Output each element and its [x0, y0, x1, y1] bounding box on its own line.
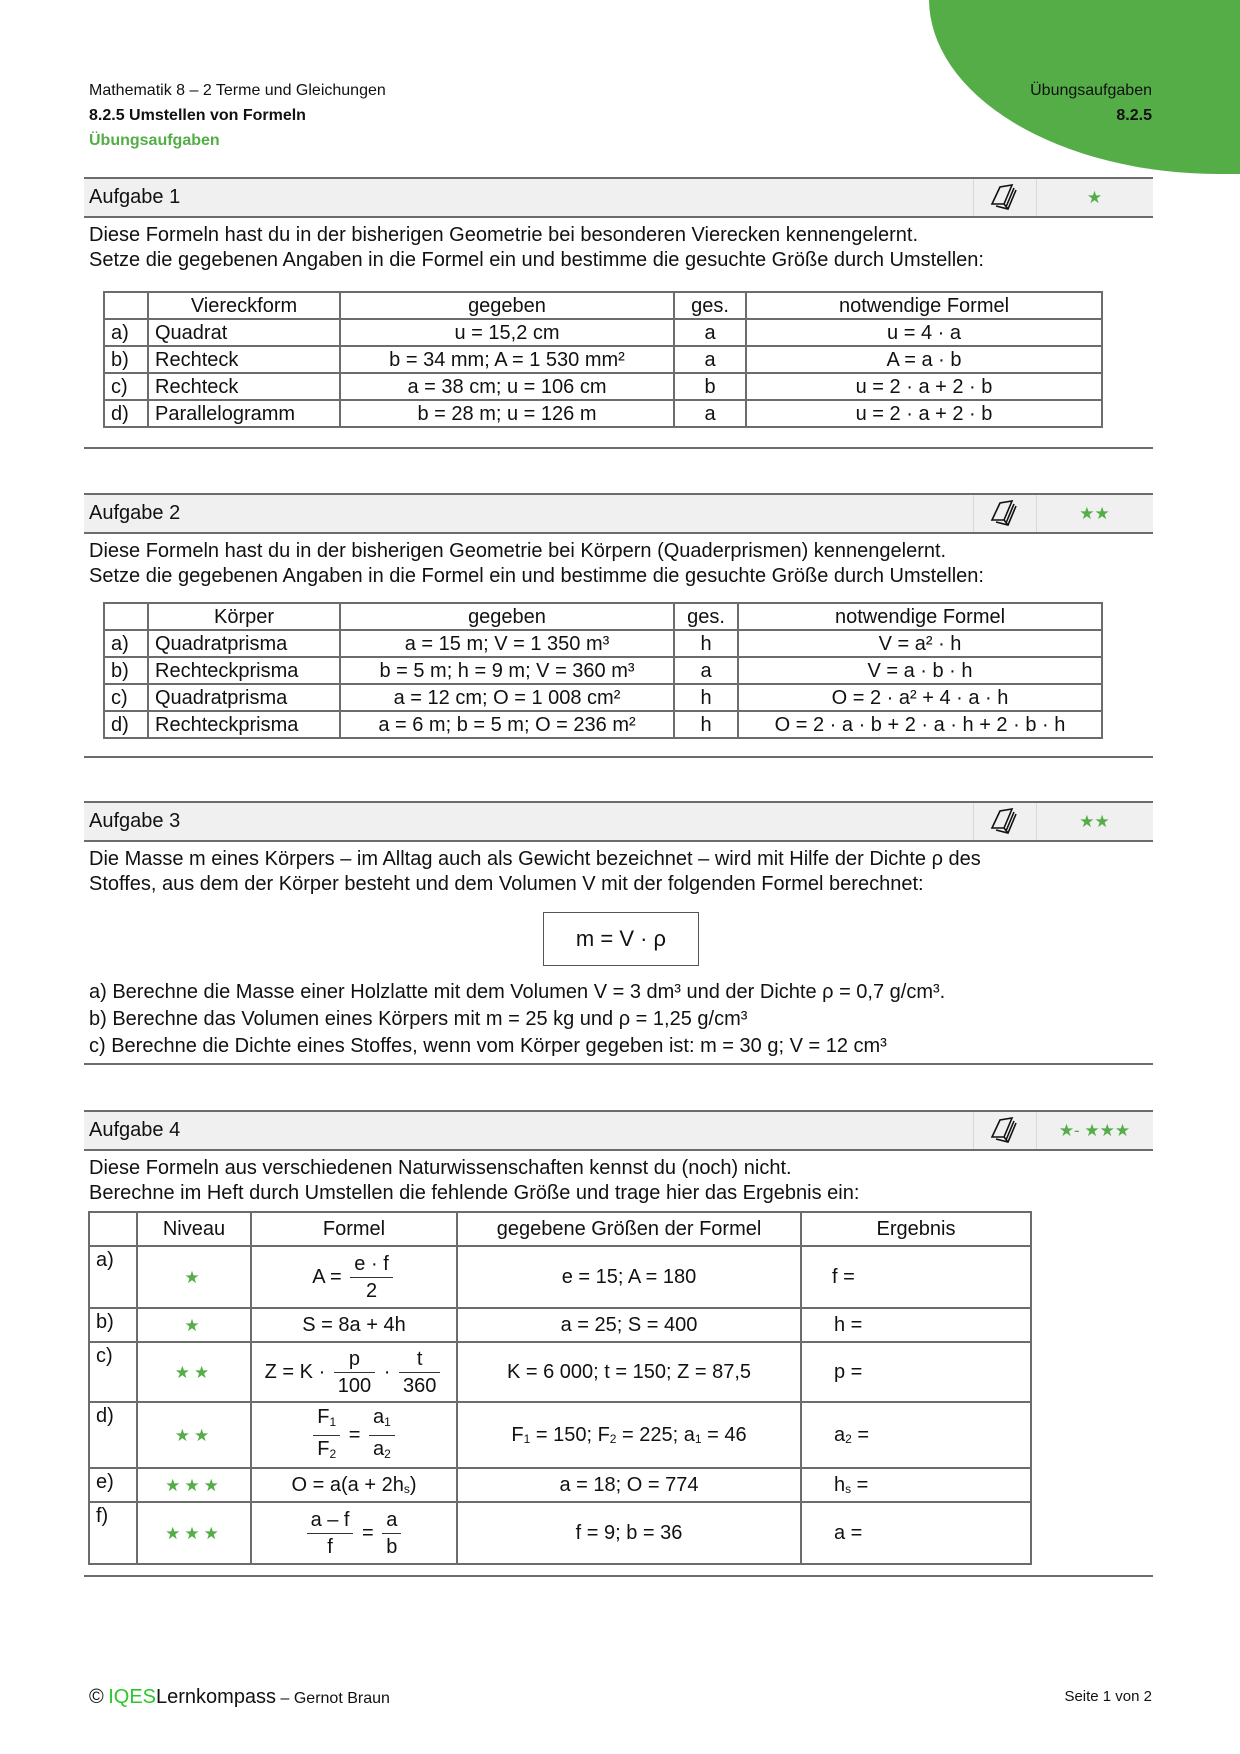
- shape-cell: Parallelogramm: [148, 400, 340, 427]
- footer-brand: [89, 1686, 390, 1709]
- task-2: [84, 493, 1153, 736]
- formula-lhs: A =: [312, 1265, 342, 1288]
- level-stars: ★: [184, 1315, 204, 1335]
- subscript: s: [403, 1481, 410, 1496]
- header-cell: gegebene Größen der Formel: [457, 1212, 801, 1246]
- given-cell: b = 28 m; u = 126 m: [340, 400, 674, 427]
- subject-line: Mathematik 8 – 2 Terme und Gleichungen: [89, 82, 386, 99]
- operator: ·: [383, 1360, 391, 1383]
- row-label: d): [104, 711, 148, 738]
- denominator: 100: [337, 1374, 372, 1397]
- table-row: [104, 319, 1102, 346]
- copyright-icon: ©: [89, 1686, 104, 1708]
- formula-cell: V = a² · h: [738, 630, 1102, 657]
- task-divider: [84, 756, 1153, 758]
- equals: =: [851, 1473, 869, 1496]
- numerator: a – f: [307, 1507, 354, 1534]
- fraction: [350, 1251, 392, 1304]
- task-3: [84, 801, 1153, 1057]
- task-header: [84, 493, 1153, 534]
- task-intro-line: Berechne im Heft durch Umstellen die fehlende Größe und trage hier das Ergebnis ein:: [89, 1182, 860, 1204]
- value: = 46: [701, 1423, 747, 1446]
- numerator: a: [382, 1507, 401, 1534]
- formula-cell: [251, 1342, 457, 1402]
- row-label: c): [89, 1342, 137, 1402]
- difficulty-stars: ★: [1086, 188, 1103, 207]
- var: F: [511, 1423, 524, 1446]
- header-cell: [89, 1212, 137, 1246]
- formula-cell: V = a · b · h: [738, 657, 1102, 684]
- operator: =: [348, 1423, 361, 1446]
- subscript: 1: [329, 1414, 337, 1429]
- subtask-item: a) Berechne die Masse einer Holzlatte mit dem Volumen V = 3 dm³ und der Dichte ρ = 0,7 g/cm³.: [89, 981, 946, 1003]
- row-label: c): [104, 684, 148, 711]
- task-divider: [84, 1063, 1153, 1065]
- brand-lernkompass: Lernkompass: [156, 1686, 277, 1708]
- table-header-row: [89, 1212, 1031, 1246]
- var: a: [834, 1423, 846, 1446]
- numerator: e · f: [350, 1251, 392, 1278]
- header-cell: notwendige Formel: [738, 603, 1102, 630]
- task-1-table: [103, 291, 1103, 428]
- table-row: [89, 1402, 1031, 1468]
- given-cell: a = 18; O = 774: [457, 1468, 801, 1502]
- level-stars: ★★: [174, 1425, 214, 1445]
- task-intro-line: Stoffes, aus dem der Körper besteht und dem Volumen V mit der folgenden Formel berechnet:: [89, 873, 924, 895]
- task-title: Aufgabe 1: [89, 186, 181, 208]
- formula-cell: O = 2 · a · b + 2 · a · h + 2 · b · h: [738, 711, 1102, 738]
- value: = 225;: [616, 1423, 684, 1446]
- given-cell: e = 15; A = 180: [457, 1246, 801, 1308]
- numerator: t: [399, 1346, 440, 1373]
- subscript: 1: [694, 1431, 702, 1446]
- subtask-item: c) Berechne die Dichte eines Stoffes, wenn vom Körper gegeben ist: m = 30 g; V = 12 cm³: [89, 1035, 887, 1057]
- fraction: [369, 1404, 395, 1467]
- numerator: p: [334, 1346, 375, 1373]
- numerator: F: [317, 1405, 330, 1428]
- level-stars: ★★: [174, 1362, 214, 1382]
- right-number: 8.2.5: [1116, 107, 1152, 124]
- level-stars: ★★★: [165, 1523, 223, 1543]
- header-cell: ges.: [674, 603, 738, 630]
- difficulty-stars: ★- ★★★: [1058, 1121, 1131, 1140]
- var: a: [683, 1423, 695, 1446]
- section-title: Übungsaufgaben: [89, 132, 220, 149]
- page-number: Seite 1 von 2: [1064, 1688, 1152, 1705]
- row-label: e): [89, 1468, 137, 1502]
- task-title: Aufgabe 4: [89, 1119, 181, 1141]
- difficulty-stars: ★★: [1079, 504, 1110, 523]
- table-row: [89, 1308, 1031, 1342]
- header-cell: [104, 292, 148, 319]
- sought-cell: a: [674, 657, 738, 684]
- row-label: a): [104, 319, 148, 346]
- value: = 150;: [530, 1423, 598, 1446]
- sought-cell: b: [674, 373, 746, 400]
- book-icon: [973, 803, 1037, 840]
- table-row: [104, 630, 1102, 657]
- given-cell: u = 15,2 cm: [340, 319, 674, 346]
- header-cell: ges.: [674, 292, 746, 319]
- body-cell: Quadratprisma: [148, 684, 340, 711]
- book-icon: [973, 1112, 1037, 1149]
- sought-cell: h: [674, 630, 738, 657]
- denominator: F: [317, 1437, 330, 1460]
- formula-cell: [251, 1502, 457, 1564]
- fraction: [382, 1507, 401, 1560]
- table-row: [104, 346, 1102, 373]
- given-cell: a = 6 m; b = 5 m; O = 236 m²: [340, 711, 674, 738]
- fraction: [307, 1507, 354, 1560]
- row-label: b): [104, 346, 148, 373]
- subscript: 2: [329, 1446, 337, 1461]
- formula-cell: u = 4 · a: [746, 319, 1102, 346]
- book-icon: [973, 495, 1037, 532]
- body-cell: Rechteckprisma: [148, 711, 340, 738]
- numerator: a: [372, 1405, 385, 1428]
- formula-part: ): [409, 1473, 417, 1496]
- right-label: Übungsaufgaben: [1030, 82, 1152, 99]
- operator: =: [362, 1521, 374, 1544]
- header-cell: Ergebnis: [801, 1212, 1031, 1246]
- subscript: 2: [609, 1431, 617, 1446]
- result-cell[interactable]: [801, 1468, 1031, 1502]
- level-stars: ★: [184, 1267, 204, 1287]
- result-cell[interactable]: a =: [801, 1502, 1031, 1564]
- formula-part: O = a(a + 2h: [291, 1473, 404, 1496]
- chapter-title: 8.2.5 Umstellen von Formeln: [89, 107, 306, 124]
- result-cell[interactable]: f =: [801, 1246, 1031, 1308]
- author: – Gernot Braun: [276, 1690, 390, 1707]
- var: F: [597, 1423, 610, 1446]
- table-row: [104, 400, 1102, 427]
- formula-cell: u = 2 · a + 2 · b: [746, 373, 1102, 400]
- denominator: a: [372, 1437, 385, 1460]
- document-header-right: [1030, 78, 1152, 128]
- task-1: [84, 177, 1153, 425]
- row-label: b): [89, 1308, 137, 1342]
- task-header: [84, 177, 1153, 218]
- task-intro-line: Diese Formeln hast du in der bisherigen Geometrie bei Körpern (Quaderprismen) kennengelernt.: [89, 540, 947, 562]
- table-header-row: [104, 292, 1102, 319]
- row-label: a): [89, 1246, 137, 1308]
- result-cell[interactable]: p =: [801, 1342, 1031, 1402]
- task-2-table: [103, 602, 1103, 739]
- given-cell: a = 15 m; V = 1 350 m³: [340, 630, 674, 657]
- task-header: [84, 1110, 1153, 1151]
- sought-cell: h: [674, 711, 738, 738]
- subscript: 1: [384, 1414, 391, 1429]
- equals: =: [851, 1423, 870, 1446]
- denominator: 360: [402, 1374, 437, 1397]
- subscript: 2: [845, 1431, 852, 1446]
- row-label: b): [104, 657, 148, 684]
- task-divider: [84, 1575, 1153, 1577]
- formula-cell: S = 8a + 4h: [251, 1308, 457, 1342]
- header-cell: Formel: [251, 1212, 457, 1246]
- denominator: 2: [365, 1279, 378, 1302]
- formula-cell: A = a · b: [746, 346, 1102, 373]
- var: h: [834, 1473, 846, 1496]
- formula-lhs: Z = K ·: [264, 1360, 326, 1383]
- shape-cell: Rechteck: [148, 373, 340, 400]
- task-intro-line: Setze die gegebenen Angaben in die Formel ein und bestimme die gesuchte Größe durch Umstellen:: [89, 249, 984, 271]
- formula-cell: O = 2 · a² + 4 · a · h: [738, 684, 1102, 711]
- table-row: [89, 1468, 1031, 1502]
- sought-cell: a: [674, 400, 746, 427]
- denominator: b: [386, 1535, 398, 1558]
- subscript: 1: [523, 1431, 531, 1446]
- result-cell[interactable]: h =: [801, 1308, 1031, 1342]
- given-cell: a = 38 cm; u = 106 cm: [340, 373, 674, 400]
- table-row: [104, 711, 1102, 738]
- given-cell: a = 12 cm; O = 1 008 cm²: [340, 684, 674, 711]
- subscript: s: [845, 1481, 852, 1496]
- body-cell: Quadratprisma: [148, 630, 340, 657]
- task-divider: [84, 447, 1153, 449]
- book-icon: [973, 179, 1037, 216]
- document-header: [89, 78, 386, 153]
- formula-cell: u = 2 · a + 2 · b: [746, 400, 1102, 427]
- subtask-item: b) Berechne das Volumen eines Körpers mit m = 25 kg und ρ = 1,25 g/cm³: [89, 1008, 748, 1030]
- task-intro-line: Die Masse m eines Körpers – im Alltag auch als Gewicht bezeichnet – wird mit Hilfe der Dichte ρ des: [89, 848, 981, 870]
- task-intro-line: Diese Formeln aus verschiedenen Naturwissenschaften kennst du (noch) nicht.: [89, 1157, 792, 1179]
- given-cell: b = 5 m; h = 9 m; V = 360 m³: [340, 657, 674, 684]
- given-cell: K = 6 000; t = 150; Z = 87,5: [457, 1342, 801, 1402]
- fraction: [399, 1346, 440, 1399]
- difficulty-stars: ★★: [1079, 812, 1110, 831]
- task-intro-line: Diese Formeln hast du in der bisherigen Geometrie bei besonderen Vierecken kennengelernt.: [89, 224, 919, 246]
- given-cell: b = 34 mm; A = 1 530 mm²: [340, 346, 674, 373]
- formula-cell: [251, 1468, 457, 1502]
- given-cell: f = 9; b = 36: [457, 1502, 801, 1564]
- row-label: d): [104, 400, 148, 427]
- header-cell: notwendige Formel: [746, 292, 1102, 319]
- mass-formula-box: m = V · ρ: [543, 912, 699, 966]
- row-label: a): [104, 630, 148, 657]
- formula-cell: [251, 1246, 457, 1308]
- row-label: d): [89, 1402, 137, 1468]
- table-row: [104, 684, 1102, 711]
- header-cell: Niveau: [137, 1212, 251, 1246]
- denominator: f: [327, 1535, 333, 1558]
- fraction: [313, 1404, 340, 1467]
- task-4: [84, 1110, 1153, 1558]
- header-cell: gegeben: [340, 292, 674, 319]
- table-row: [89, 1342, 1031, 1402]
- row-label: c): [104, 373, 148, 400]
- header-cell: Körper: [148, 603, 340, 630]
- subscript: 2: [384, 1446, 391, 1461]
- table-row: [89, 1246, 1031, 1308]
- brand-iqes: IQES: [108, 1686, 156, 1708]
- formula-cell: [251, 1402, 457, 1468]
- shape-cell: Rechteck: [148, 346, 340, 373]
- task-title: Aufgabe 3: [89, 810, 181, 832]
- sought-cell: a: [674, 346, 746, 373]
- task-header: [84, 801, 1153, 842]
- header-cell: [104, 603, 148, 630]
- given-cell: a = 25; S = 400: [457, 1308, 801, 1342]
- given-cell: [457, 1402, 801, 1468]
- table-row: [104, 373, 1102, 400]
- task-title: Aufgabe 2: [89, 502, 181, 524]
- subtask-list: [89, 979, 945, 1060]
- task-4-table: [88, 1211, 1032, 1565]
- header-cell: Viereckform: [148, 292, 340, 319]
- table-row: [104, 657, 1102, 684]
- table-row: [89, 1502, 1031, 1564]
- row-label: f): [89, 1502, 137, 1564]
- sought-cell: a: [674, 319, 746, 346]
- body-cell: Rechteckprisma: [148, 657, 340, 684]
- shape-cell: Quadrat: [148, 319, 340, 346]
- sought-cell: h: [674, 684, 738, 711]
- header-cell: gegeben: [340, 603, 674, 630]
- result-cell[interactable]: [801, 1402, 1031, 1468]
- fraction: [334, 1346, 375, 1399]
- level-stars: ★★★: [165, 1475, 223, 1495]
- task-intro-line: Setze die gegebenen Angaben in die Formel ein und bestimme die gesuchte Größe durch Umstellen:: [89, 565, 984, 587]
- table-header-row: [104, 603, 1102, 630]
